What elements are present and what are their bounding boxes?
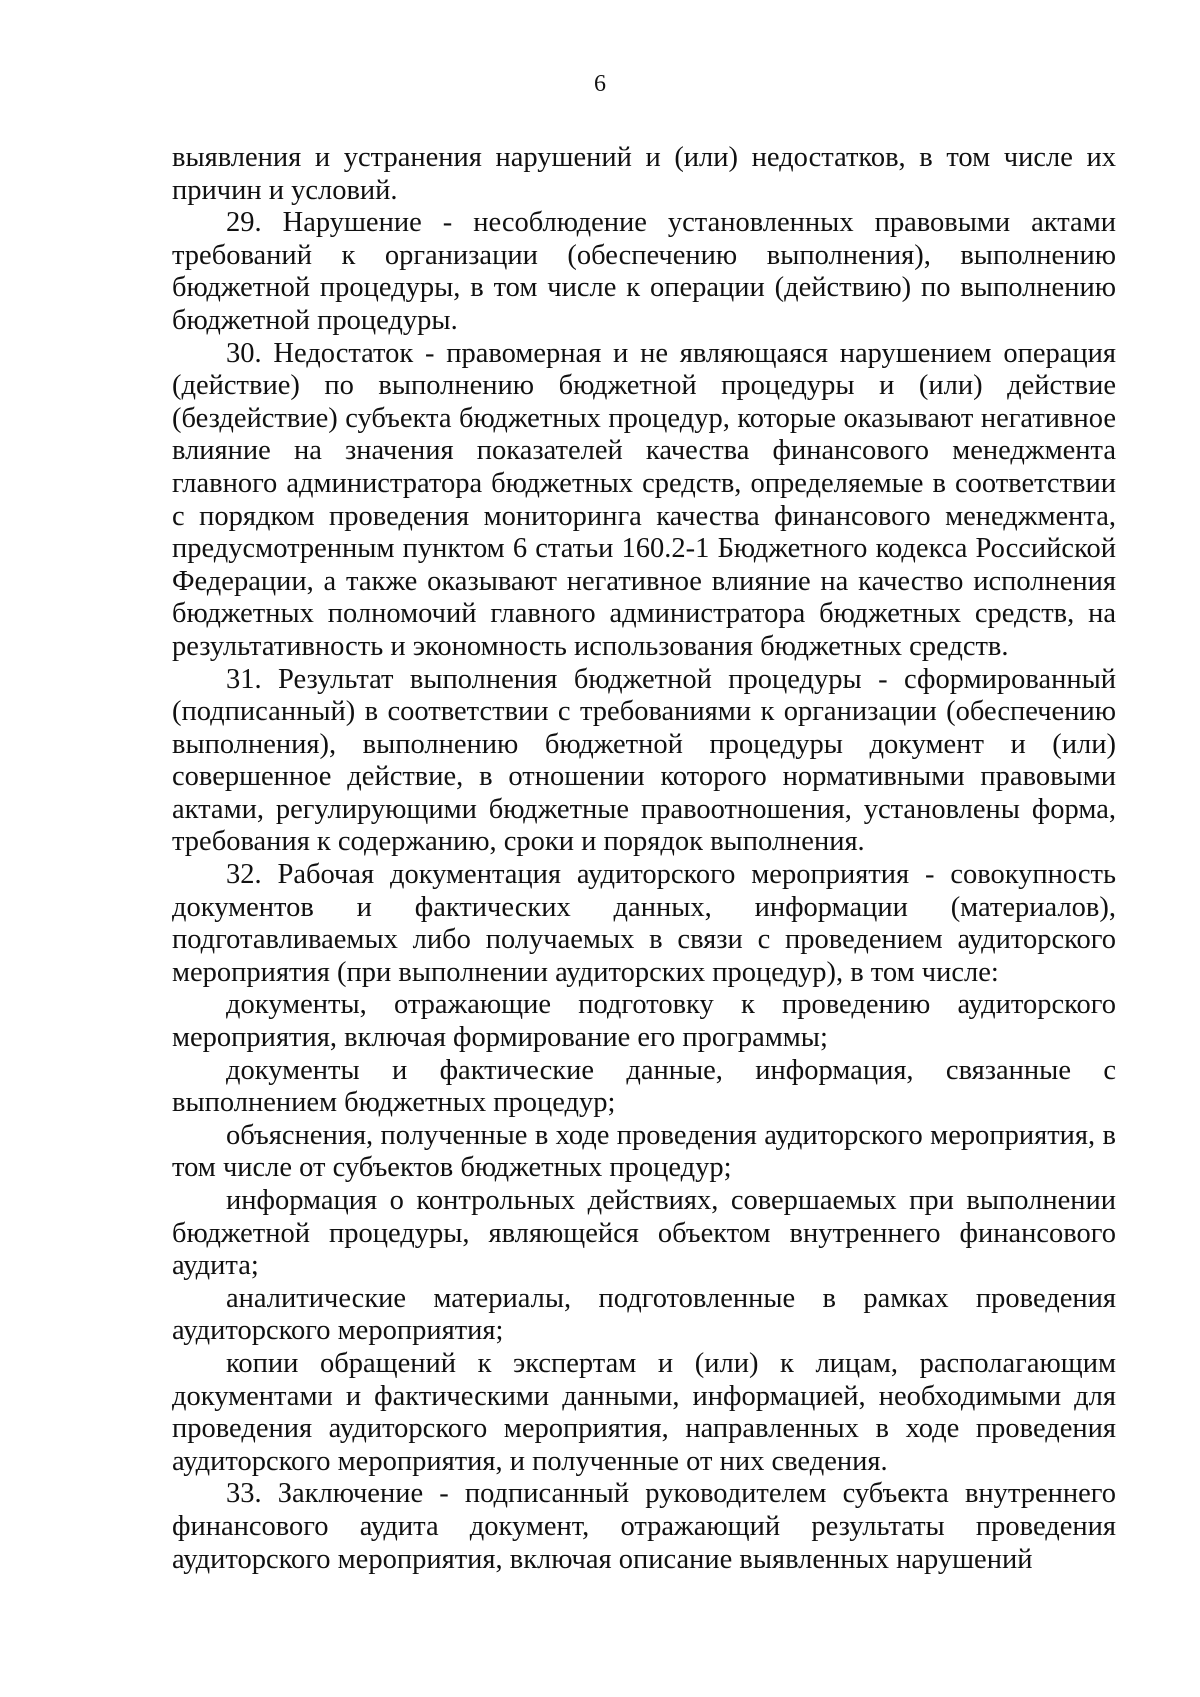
list-item-analytical-materials: аналитические материалы, подготовленные в рамках проведения аудиторского мероприятия; (172, 1282, 1116, 1347)
page-number: 6 (594, 71, 606, 97)
document-body (172, 142, 1116, 1576)
list-item-expert-requests: копии обращений к экспертам и (или) к лицам, располагающим документами и фактическими данными, информацией, необходимыми для проведения аудиторского мероприятия, направленных в ходе проведения аудиторского мероприятия, и полученные от них сведения. (172, 1347, 1116, 1477)
list-item-preparation-documents: документы, отражающие подготовку к проведению аудиторского мероприятия, включая формирование его программы; (172, 989, 1116, 1054)
list-item-control-actions: информация о контрольных действиях, совершаемых при выполнении бюджетной процедуры, являющейся объектом внутреннего финансового аудита; (172, 1185, 1116, 1282)
list-item-explanations: объяснения, полученные в ходе проведения аудиторского мероприятия, в том числе от субъектов бюджетных процедур; (172, 1119, 1116, 1184)
paragraph-32-working-documentation: 32. Рабочая документация аудиторского мероприятия - совокупность документов и фактических данных, информации (материалов), подготавливаемых либо получаемых в связи с проведением аудиторского мероприятия (при выполнении аудиторских процедур), в том числе: (172, 859, 1116, 988)
paragraph-continuation: выявления и устранения нарушений и (или) недостатков, в том числе их причин и условий. (172, 142, 1116, 206)
paragraph-30-deficiency: 30. Недостаток - правомерная и не являющаяся нарушением операция (действие) по выполнению бюджетной процедуры и (или) действие (бездействие) субъекта бюджетных процедур, которые оказывают негативное влияние на значения показателей качества финансового менеджмента главного администратора бюджетных средств, определяемые в соответствии с порядком проведения мониторинга качества финансового менеджмента, предусмотренным пунктом 6 статьи 160.2-1 Бюджетного кодекса Российской Федерации, а также оказывают негативное влияние на качество исполнения бюджетных полномочий главного администратора бюджетных средств, на результативность и экономность использования бюджетных средств. (172, 337, 1116, 662)
list-item-procedure-documents: документы и фактические данные, информация, связанные с выполнением бюджетных процедур; (172, 1054, 1116, 1119)
paragraph-33-conclusion: 33. Заключение - подписанный руководителем субъекта внутреннего финансового аудита документ, отражающий результаты проведения аудиторского мероприятия, включая описание выявленных нарушений (172, 1478, 1116, 1575)
paragraph-29-violation: 29. Нарушение - несоблюдение установленных правовыми актами требований к организации (обеспечению выполнения), выполнению бюджетной процедуры, в том числе к операции (действию) по выполнению бюджетной процедуры. (172, 207, 1116, 336)
paragraph-31-result: 31. Результат выполнения бюджетной процедуры - сформированный (подписанный) в соответствии с требованиями к организации (обеспечению выполнения), выполнению бюджетной процедуры документ и (или) совершенное действие, в отношении которого нормативными правовыми актами, регулирующими бюджетные правоотношения, установлены форма, требования к содержанию, сроки и порядок выполнения. (172, 663, 1116, 858)
